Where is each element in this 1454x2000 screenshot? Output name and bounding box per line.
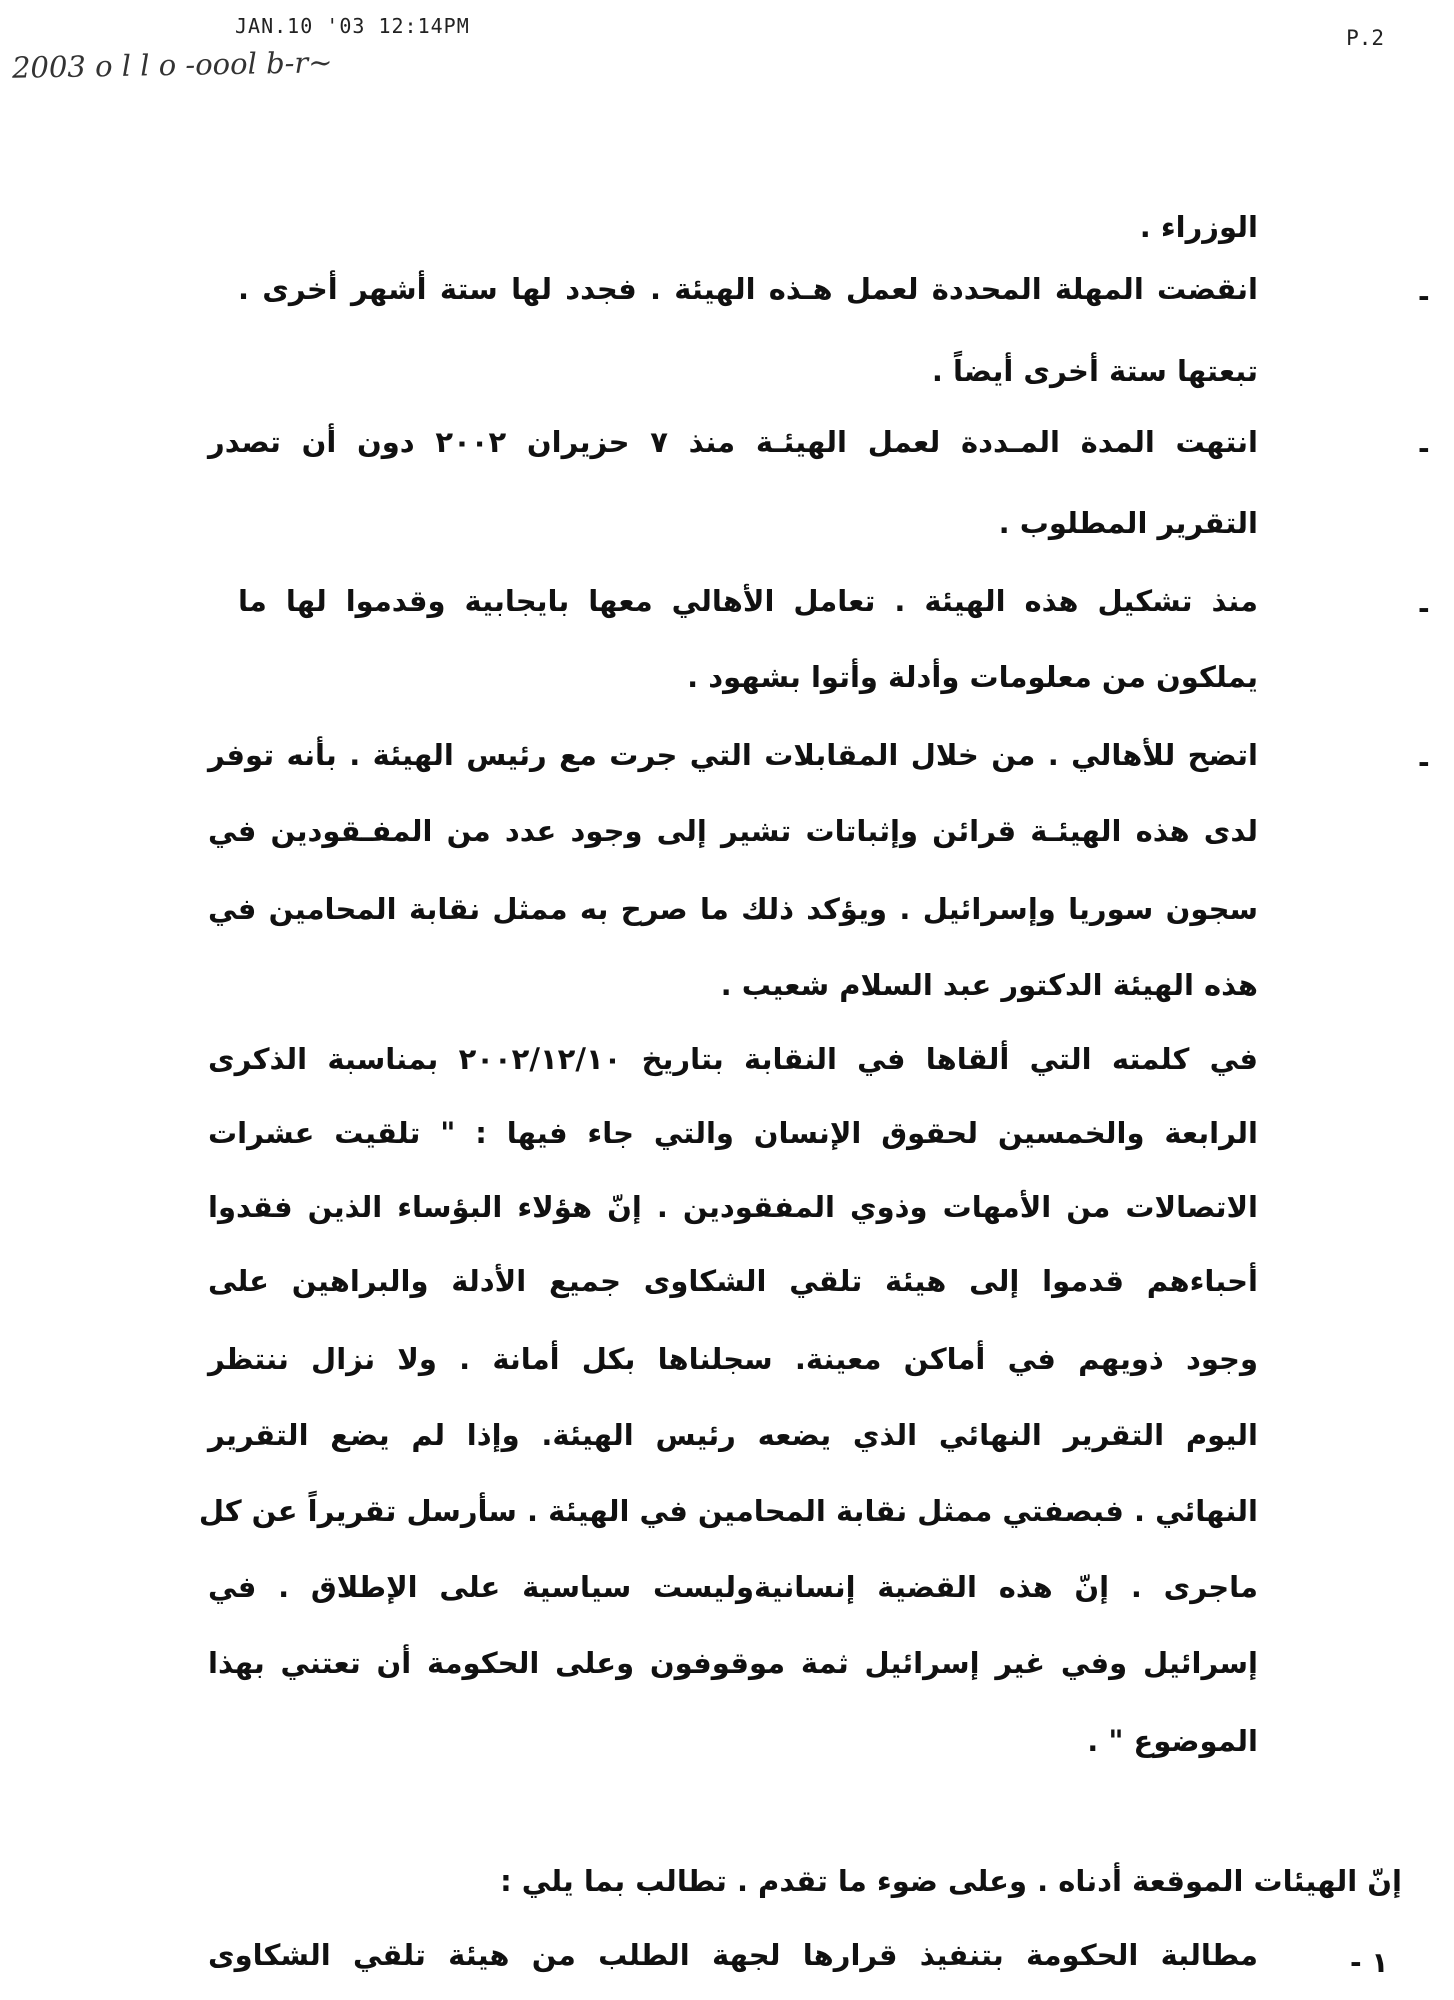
text-line: لدى هذه الهيئـة قرائن وإثباتات تشير إلى وجود عدد من المفـقودين في xyxy=(208,814,1258,848)
text-line: سجون سوريا وإسرائيل . ويؤكد ذلك ما صرح به ممثل نقابة المحامين في xyxy=(208,892,1258,926)
text-line: ماجرى . إنّ هذه القضية إنسانيةوليست سياسية على الإطلاق . في xyxy=(208,1570,1258,1604)
text-line: اليوم التقرير النهائي الذي يضعه رئيس الهيئة. وإذا لم يضع التقرير xyxy=(208,1418,1258,1452)
handwritten-reference: 2003 o l l o -oool b-r~ xyxy=(11,45,333,85)
text-line: يملكون من معلومات وأدلة وأتوا بشهود . xyxy=(687,660,1258,694)
text-line: تبعتها ستة أخرى أيضاً . xyxy=(931,354,1258,388)
text-line: وجود ذويهم في أماكن معينة. سجلناها بكل أمانة . ولا نزال ننتظر xyxy=(208,1342,1258,1376)
text-line: منذ تشكيل هذه الهيئة . تعامل الأهالي معها بايجابية وقدموا لها ما xyxy=(238,584,1258,618)
text-line: انقضت المهلة المحددة لعمل هـذه الهيئة . فجدد لها ستة أشهر أخرى . xyxy=(238,272,1258,306)
numbered-marker: ١ - xyxy=(1350,1946,1389,1979)
text-line: النهائي . فبصفتي ممثل نقابة المحامين في الهيئة . سأرسل تقريراً عن كل xyxy=(198,1494,1258,1528)
bullet-marker: - xyxy=(1418,280,1430,313)
page-number: P.2 xyxy=(1346,26,1384,50)
text-line: الاتصالات من الأمهات وذوي المفقودين . إنّ هؤلاء البؤساء الذين فقدوا xyxy=(208,1190,1258,1224)
text-line: أحباءهم قدموا إلى هيئة تلقي الشكاوى جميع الأدلة والبراهين على xyxy=(208,1264,1258,1298)
text-line: في كلمته التي ألقاها في النقابة بتاريخ ٢٠٠٢/١٢/١٠ بمناسبة الذكرى xyxy=(208,1042,1258,1076)
text-line: هذه الهيئة الدكتور عبد السلام شعيب . xyxy=(720,968,1258,1002)
text-line: الوزراء . xyxy=(1139,210,1258,244)
bullet-marker: - xyxy=(1418,432,1430,465)
text-line: التقرير المطلوب . xyxy=(998,506,1258,540)
text-line: مطالبة الحكومة بتنفيذ قرارها لجهة الطلب من هيئة تلقي الشكاوى xyxy=(208,1938,1258,1972)
text-line: اتضح للأهالي . من خلال المقابلات التي جرت مع رئيس الهيئة . بأنه توفر xyxy=(208,738,1258,772)
text-line: الرابعة والخمسين لحقوق الإنسان والتي جاء فيها : " تلقيت عشرات xyxy=(208,1116,1258,1150)
bullet-marker: - xyxy=(1418,592,1430,625)
fax-header: JAN.10 '03 12:14PM xyxy=(235,14,470,38)
text-line: انتهت المدة المـددة لعمل الهيئـة منذ ٧ حزيران ٢٠٠٢ دون أن تصدر xyxy=(208,425,1258,459)
text-line: إسرائيل وفي غير إسرائيل ثمة موقوفون وعلى الحكومة أن تعتني بهذا xyxy=(208,1646,1258,1680)
bullet-marker: - xyxy=(1418,746,1430,779)
text-line: إنّ الهيئات الموقعة أدناه . وعلى ضوء ما تقدم . تطالب بما يلي : xyxy=(500,1864,1402,1898)
text-line: الموضوع " . xyxy=(1087,1724,1258,1758)
